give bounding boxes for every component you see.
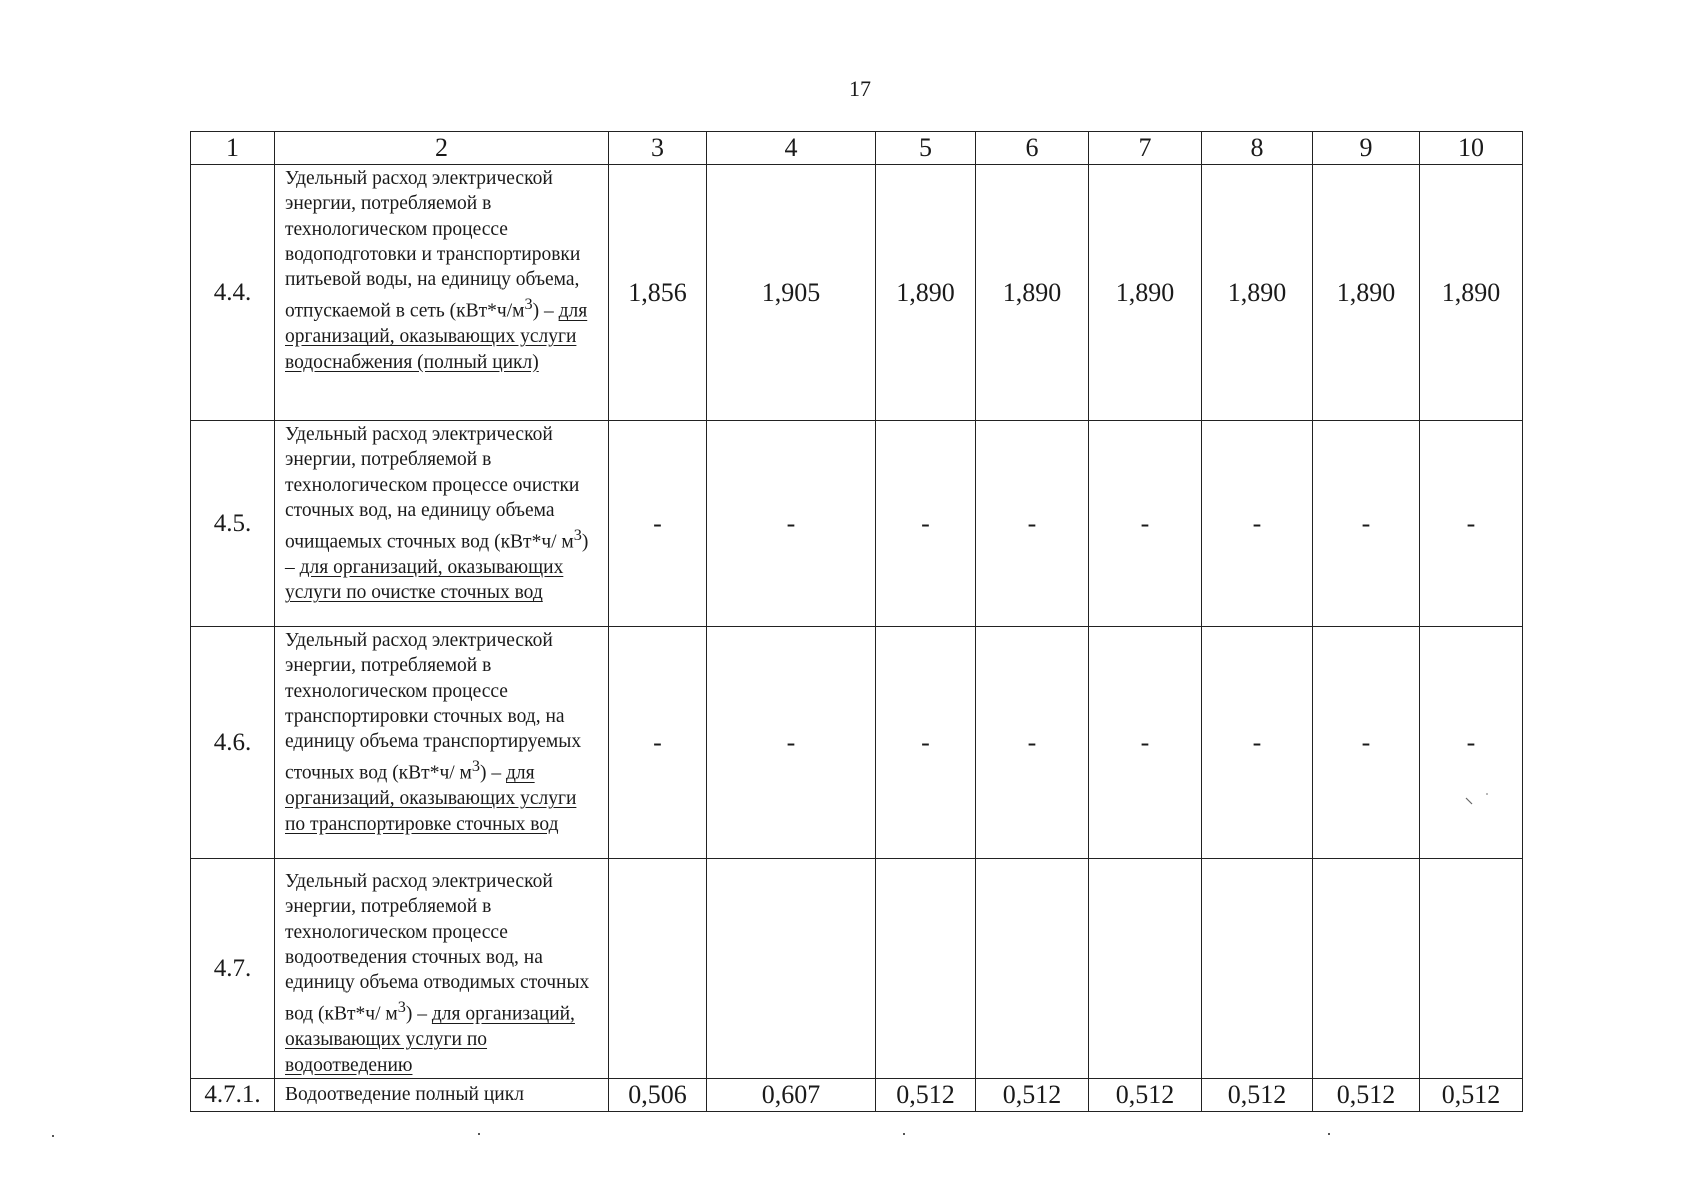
row-number: 4.5. — [191, 421, 275, 627]
description-underlined: для организаций, оказывающих услуги водоснабжения (полный цикл) — [285, 300, 588, 373]
value-cell: - — [707, 421, 876, 627]
description-text: ) – — [480, 762, 507, 784]
page-number: 17 — [849, 76, 871, 101]
column-header: 6 — [976, 132, 1089, 165]
column-header: 5 — [876, 132, 976, 165]
value-cell: 1,890 — [876, 165, 976, 421]
superscript: 3 — [471, 757, 481, 776]
description-underlined: для организаций, оказывающих услуги по очистке сточных вод — [285, 556, 564, 604]
description-text: Удельный расход электрической энергии, потребляемой в технологическом процессе очистки сточных вод, на единицу объема очищаемых сточных вод (кВт*ч/ м — [285, 424, 580, 553]
value-cell: - — [609, 627, 707, 859]
value-cell: - — [1202, 421, 1313, 627]
value-cell: - — [1202, 627, 1313, 859]
value-cell: - — [609, 421, 707, 627]
superscript: 3 — [524, 295, 533, 314]
column-header: 3 — [609, 132, 707, 165]
value-cell: - — [1420, 421, 1523, 627]
value-cell: 0,607 — [707, 1079, 876, 1112]
value-cell: - — [876, 627, 976, 859]
value-cell: 1,890 — [1202, 165, 1313, 421]
value-cell: - — [876, 421, 976, 627]
description-underlined: для организаций, оказывающих услуги по транспортировке сточных вод — [285, 762, 577, 835]
column-header: 4 — [707, 132, 876, 165]
value-cell: 1,905 — [707, 165, 876, 421]
row-number: 4.7. — [191, 859, 275, 1079]
column-header: 10 — [1420, 132, 1523, 165]
value-cell: - — [707, 627, 876, 859]
value-cell: 0,512 — [876, 1079, 976, 1112]
description-underlined: для организаций, оказывающих услуги по водоотведению — [285, 1003, 575, 1076]
column-header: 7 — [1089, 132, 1202, 165]
value-cell: - — [976, 421, 1089, 627]
value-cell: 0,506 — [609, 1079, 707, 1112]
description-text: ) – — [532, 300, 559, 322]
value-cell: 0,512 — [976, 1079, 1089, 1112]
description-text: Удельный расход электрической энергии, потребляемой в технологическом процессе транспортировки сточных вод, на единицу объема транспортируемых сточных вод (кВт*ч/ м — [285, 630, 582, 784]
description-text: ) – — [405, 1003, 432, 1025]
row-description: Водоотведение полный цикл — [275, 1079, 609, 1112]
superscript: 3 — [397, 998, 406, 1017]
column-header: 8 — [1202, 132, 1313, 165]
value-cell: - — [1089, 421, 1202, 627]
column-header: 1 — [191, 132, 275, 165]
value-cell: - — [976, 627, 1089, 859]
column-header: 9 — [1313, 132, 1420, 165]
value-cell: 1,890 — [1089, 165, 1202, 421]
row-number: 4.6. — [191, 627, 275, 859]
row-number: 4.7.1. — [191, 1079, 275, 1112]
value-cell: - — [1420, 627, 1523, 859]
value-cell: 1,856 — [609, 165, 707, 421]
value-cell: - — [1313, 421, 1420, 627]
column-header: 2 — [275, 132, 609, 165]
value-cell: 1,890 — [976, 165, 1089, 421]
value-cell: 1,890 — [1420, 165, 1523, 421]
value-cell: - — [1089, 627, 1202, 859]
description-text: Удельный расход электрической энергии, потребляемой в технологическом процессе водоотведения сточных вод, на единицу объема отводимых сточных вод (кВт*ч/ м — [285, 871, 590, 1025]
superscript: 3 — [573, 526, 582, 545]
scan-speck — [1466, 798, 1472, 804]
description-text: Удельный расход электрической энергии, потребляемой в технологическом процессе водоподготовки и транспортировки питьевой воды, на единицу объема, отпускаемой в сеть (кВт*ч/м — [285, 168, 581, 322]
value-cell: 1,890 — [1313, 165, 1420, 421]
value-cell: - — [1313, 627, 1420, 859]
description-text: ) – — [285, 531, 589, 578]
value-cell: 0,512 — [1202, 1079, 1313, 1112]
row-number: 4.4. — [191, 165, 275, 421]
value-cell: 0,512 — [1089, 1079, 1202, 1112]
value-cell: 0,512 — [1420, 1079, 1523, 1112]
value-cell: 0,512 — [1313, 1079, 1420, 1112]
